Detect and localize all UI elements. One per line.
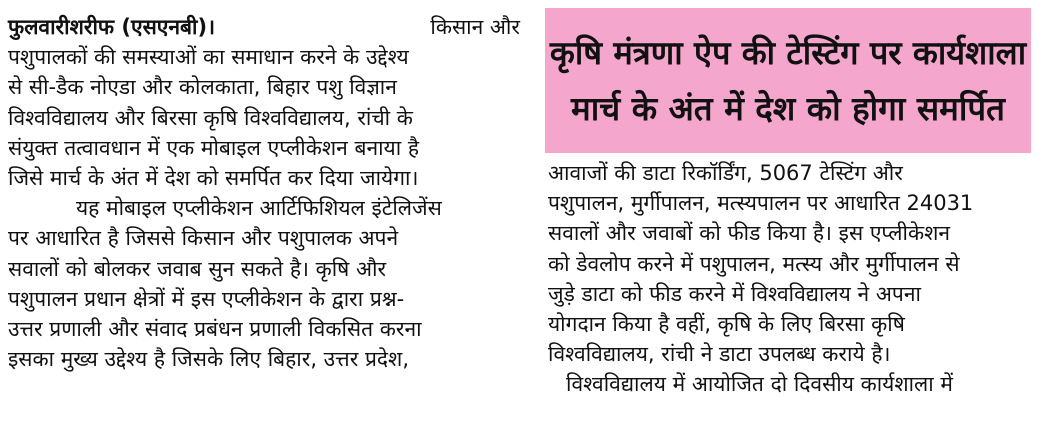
dateline: फुलवारीशरीफ (एसएनबी)। xyxy=(8,15,216,39)
left-line-1 xyxy=(8,12,520,42)
right-line-text: आवाजों की डाटा रिकॉर्डिंग, 5067 टेस्टिंग और xyxy=(548,161,903,185)
left-line-text: विश्वविद्यालय और बिरसा कृषि विश्वविद्यालय, रांची के xyxy=(8,105,413,130)
left-line-text: पशुपालन प्रधान क्षेत्रों में इस एप्लीकेशन के द्वारा प्रश्न- xyxy=(8,286,405,311)
right-line-text: पशुपालन, मुर्गीपालन, मत्स्यपालन पर आधारित 24031 xyxy=(548,191,974,216)
right-line-5 xyxy=(548,279,1028,309)
left-line-text: किसान और xyxy=(430,15,520,39)
right-line-text: को डेवलोप करने में पशुपालन, मत्स्य और मुर्गीपालन से xyxy=(548,251,960,276)
headline-line-1: कृषि मंत्रणा ऐप की टेस्टिंग पर कार्यशाला xyxy=(549,33,1027,72)
right-line-6 xyxy=(548,309,1028,339)
right-line-text: सवालों और जवाबों को फीड किया है। इस एप्लीकेशन xyxy=(548,221,951,246)
right-line-4 xyxy=(548,249,1028,279)
left-line-11 xyxy=(8,314,520,344)
right-line-text: विश्वविद्यालय में आयोजित दो दिवसीय कार्यशाला में xyxy=(566,372,953,397)
left-line-text: से सी-डैक नोएडा और कोलकाता, बिहार पशु विज्ञान xyxy=(8,75,397,100)
left-line-7 xyxy=(8,193,520,223)
headline-box xyxy=(545,8,1031,153)
left-line-5 xyxy=(8,133,520,163)
right-line-text: जुड़े डाटा को फीड करने में विश्वविद्यालय ने अपना xyxy=(548,281,921,306)
right-line-text: योगदान किया है वहीं, कृषि के लिए बिरसा कृषि xyxy=(548,311,905,336)
right-line-1 xyxy=(548,158,1028,188)
left-line-12 xyxy=(8,344,520,374)
left-line-6 xyxy=(8,163,520,193)
left-line-3 xyxy=(8,72,520,102)
left-line-text: उत्तर प्रणाली और संवाद प्रबंधन प्रणाली विकसित करना xyxy=(8,316,422,341)
left-line-text: इसका मुख्य उद्देश्य है जिसके लिए बिहार, उत्तर प्रदेश, xyxy=(8,347,410,372)
left-line-text: पर आधारित है जिससे किसान और पशुपालक अपने xyxy=(8,226,399,251)
left-column xyxy=(8,12,520,374)
left-line-9 xyxy=(8,254,520,284)
left-line-text: पशुपालकों की समस्याओं का समाधान करने के उद्देश्य xyxy=(8,45,409,70)
headline-line-2: मार्च के अंत में देश को होगा समर्पित xyxy=(571,88,1005,128)
left-line-8 xyxy=(8,223,520,253)
right-line-2 xyxy=(548,188,1028,218)
right-column xyxy=(548,158,1028,400)
right-line-3 xyxy=(548,218,1028,248)
left-line-text: जिसे मार्च के अंत में देश को समर्पित कर दिया जायेगा। xyxy=(8,165,419,190)
left-line-text: सवालों को बोलकर जवाब सुन सकते है। कृषि और xyxy=(8,256,387,281)
left-line-text: यह मोबाइल एप्लीकेशन आर्टिफिशियल इंटेलिजेंस xyxy=(76,196,442,221)
right-line-8 xyxy=(548,369,1028,399)
right-line-text: विश्वविद्यालय, रांची ने डाटा उपलब्ध कराये है। xyxy=(548,342,891,367)
left-line-4 xyxy=(8,103,520,133)
left-line-2 xyxy=(8,42,520,72)
left-line-text: संयुक्त तत्वावधान में एक मोबाइल एप्लीकेशन बनाया है xyxy=(8,135,419,160)
right-line-7 xyxy=(548,339,1028,369)
left-line-10 xyxy=(8,284,520,314)
